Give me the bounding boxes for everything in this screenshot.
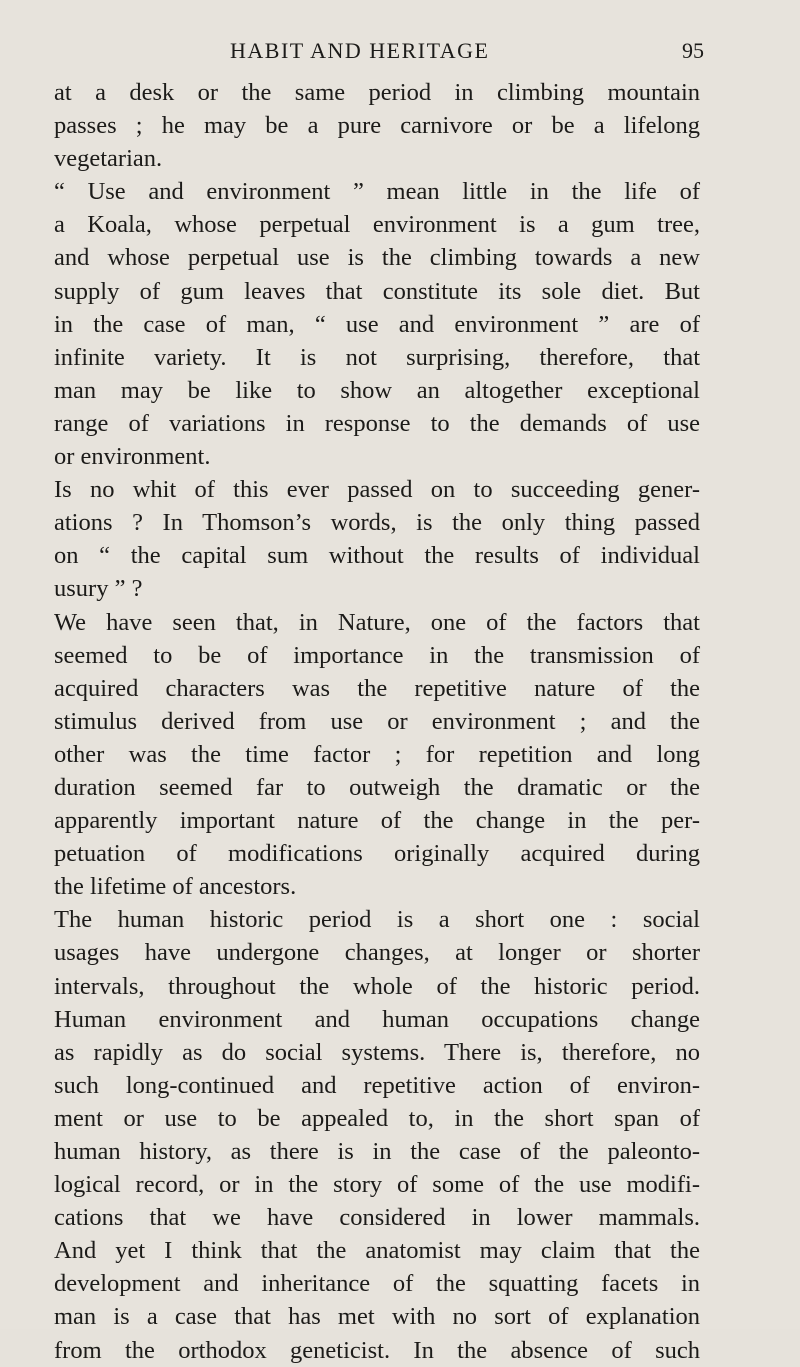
text-line: at a desk or the same period in climbing mountain [54,79,700,106]
running-title: HABIT AND HERITAGE [230,38,490,63]
text-line: as rapidly as do social systems. There is, therefore, no [54,1038,700,1066]
text-line: cations that we have considered in lower mammals. [54,1204,700,1232]
text-line: such long-continued and repetitive action of environ- [54,1071,700,1099]
text-line: apparently important nature of the change in the per- [54,807,700,835]
text-line: a Koala, whose perpetual environment is a gum tree, [54,211,700,239]
text-line: on “ the capital sum without the results of individual [54,542,700,570]
text-line: vegetarian. [54,145,163,173]
text-line: The human historic period is a short one : social [54,906,700,934]
text-line: or environment. [54,443,211,471]
text-line: passes ; he may be a pure carnivore or be a lifelong [54,112,700,140]
text-line: logical record, or in the story of some of the use modifi- [54,1171,700,1199]
text-line: duration seemed far to outweigh the dramatic or the [54,773,700,801]
text-line: usages have undergone changes, at longer or shorter [54,939,700,967]
text-line: man is a case that has met with no sort of explanation [54,1303,700,1331]
text-line: supply of gum leaves that constitute its sole diet. But [54,277,700,305]
text-line: range of variations in response to the demands of use [54,409,700,437]
running-header [230,38,704,68]
text-line: human history, as there is in the case of the paleonto- [54,1138,700,1165]
text-line: the lifetime of ancestors. [54,873,297,901]
text-line: intervals, throughout the whole of the historic period. [54,972,700,1000]
text-line: stimulus derived from use or environment ; and the [54,707,700,735]
text-line: man may be like to show an altogether exceptional [54,376,700,404]
text-line: development and inheritance of the squatting facets in [54,1270,700,1298]
body-text [54,76,700,1367]
text-line: infinite variety. It is not surprising, therefore, that [54,343,700,371]
text-line: other was the time factor ; for repetition and long [54,740,700,768]
text-line: ment or use to be appealed to, in the short span of [54,1104,700,1132]
text-line: Human environment and human occupations change [54,1005,700,1033]
text-line: seemed to be of importance in the transmission of [54,641,700,669]
text-line: and whose perpetual use is the climbing towards a new [54,244,700,272]
text-line: usury ” ? [54,575,143,603]
text-line: petuation of modifications originally acquired during [54,840,700,868]
text-line: And yet I think that the anatomist may claim that the [54,1237,700,1265]
text-line: We have seen that, in Nature, one of the factors that [54,608,700,636]
text-line: acquired characters was the repetitive nature of the [54,674,700,702]
text-line: in the case of man, “ use and environment ” are of [54,310,700,338]
text-line: ations ? In Thomson’s words, is the only thing passed [54,509,700,537]
text-line: from the orthodox geneticist. In the absence of such [54,1336,700,1364]
text-line: “ Use and environment ” mean little in the life of [54,178,700,206]
text-line: Is no whit of this ever passed on to succeeding gener- [54,476,700,504]
page-number: 95 [682,38,704,63]
